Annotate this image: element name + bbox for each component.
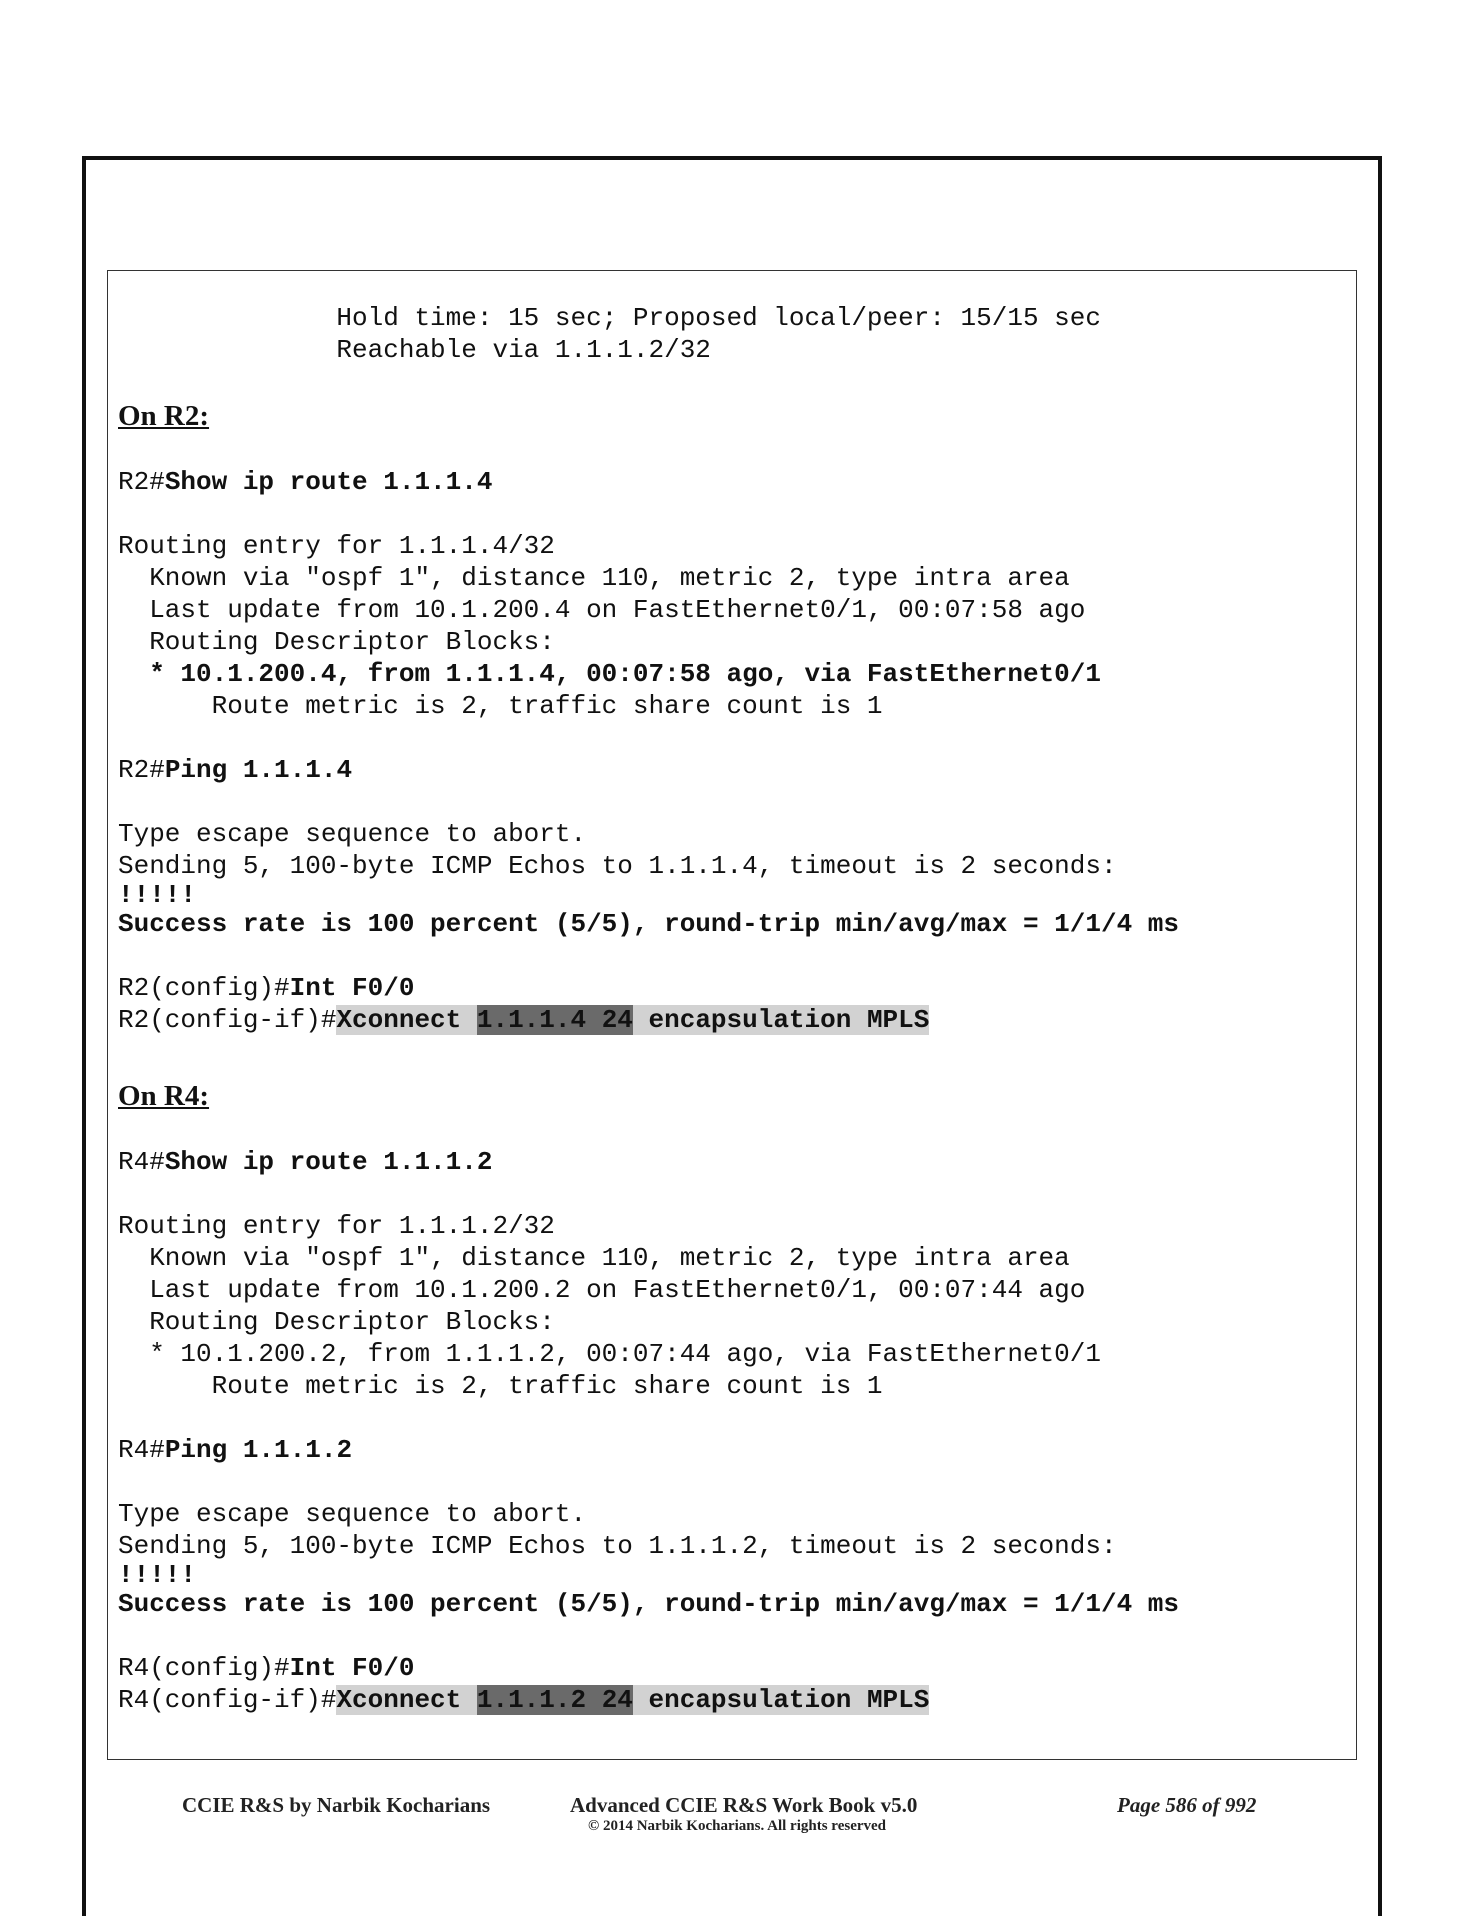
text-line: Type escape sequence to abort. <box>118 1499 587 1529</box>
footer-page-number: Page 586 of 992 <box>1117 1793 1257 1817</box>
command-line <box>118 754 1179 786</box>
footer-book-title: Advanced CCIE R&S Work Book v5.0 <box>570 1793 918 1817</box>
command-line <box>118 1684 1179 1716</box>
blank-line <box>118 1178 1179 1210</box>
command: Show ip route 1.1.1.2 <box>164 1147 493 1177</box>
text-line: Last update from 10.1.200.2 on FastEthernet0/1, 00:07:44 ago <box>118 1275 1086 1305</box>
footer-book <box>570 1793 990 1835</box>
blank-line <box>118 1402 1179 1434</box>
text-line-bold: * 10.1.200.4, from 1.1.1.4, 00:07:58 ago, via FastEthernet0/1 <box>118 659 1101 689</box>
text-line: Sending 5, 100-byte ICMP Echos to 1.1.1.2, timeout is 2 seconds: <box>118 1531 1117 1561</box>
prompt: R2# <box>118 467 165 497</box>
command: Ping 1.1.1.4 <box>164 755 353 785</box>
text-line: Hold time: 15 sec; Proposed local/peer: 15/15 sec <box>118 303 1101 333</box>
command-line <box>118 1434 1179 1466</box>
text-line: Routing Descriptor Blocks: <box>118 627 555 657</box>
blank-line <box>118 786 1179 818</box>
blank-line <box>118 940 1179 972</box>
command-highlight: 1.1.1.4 24 <box>476 1005 633 1035</box>
prompt: R4# <box>118 1147 165 1177</box>
text-line: Routing entry for 1.1.1.2/32 <box>118 1211 555 1241</box>
command: Ping 1.1.1.2 <box>164 1435 353 1465</box>
text-line: Last update from 10.1.200.4 on FastEthernet0/1, 00:07:58 ago <box>118 595 1086 625</box>
prompt: R4(config-if)# <box>118 1685 337 1715</box>
blank-line <box>118 722 1179 754</box>
r4-heading: On R4: <box>118 1080 210 1112</box>
footer-copyright: © 2014 Narbik Kocharians. All rights reserved <box>588 1818 887 1834</box>
command: encapsulation MPLS <box>632 1685 930 1715</box>
r2-output <box>118 466 1179 1036</box>
prompt: R4# <box>118 1435 165 1465</box>
text-line: Route metric is 2, traffic share count is 1 <box>118 1371 883 1401</box>
text-line: Reachable via 1.1.1.2/32 <box>118 335 711 365</box>
text-line: Sending 5, 100-byte ICMP Echos to 1.1.1.4, timeout is 2 seconds: <box>118 851 1117 881</box>
ping-success: Success rate is 100 percent (5/5), round-trip min/avg/max = 1/1/4 ms <box>118 909 1179 939</box>
blank-line <box>118 1466 1179 1498</box>
command-line <box>118 1004 1179 1036</box>
command-line <box>118 1146 1179 1178</box>
ping-result-marks: !!!!! <box>118 880 197 910</box>
prompt: R2# <box>118 755 165 785</box>
blank-line <box>118 1620 1179 1652</box>
top-lines <box>118 302 1101 366</box>
prompt: R2(config)# <box>118 973 290 1003</box>
prompt: R2(config-if)# <box>118 1005 337 1035</box>
ping-success: Success rate is 100 percent (5/5), round-trip min/avg/max = 1/1/4 ms <box>118 1589 1179 1619</box>
text-line: * 10.1.200.2, from 1.1.1.2, 00:07:44 ago, via FastEthernet0/1 <box>118 1339 1101 1369</box>
r2-heading: On R2: <box>118 400 210 432</box>
text-line: Routing entry for 1.1.1.4/32 <box>118 531 555 561</box>
blank-line <box>118 498 1179 530</box>
command-line <box>118 1652 1179 1684</box>
r4-output <box>118 1146 1179 1716</box>
text-line: Known via "ospf 1", distance 110, metric 2, type intra area <box>118 1243 1070 1273</box>
command-highlight: 1.1.1.2 24 <box>476 1685 633 1715</box>
footer-author: CCIE R&S by Narbik Kocharians <box>182 1793 491 1817</box>
text-line: Routing Descriptor Blocks: <box>118 1307 555 1337</box>
command: Int F0/0 <box>289 1653 415 1683</box>
command-line <box>118 972 1179 1004</box>
text-line: Route metric is 2, traffic share count is 1 <box>118 691 883 721</box>
command: encapsulation MPLS <box>632 1005 930 1035</box>
command: Int F0/0 <box>289 973 415 1003</box>
prompt: R4(config)# <box>118 1653 290 1683</box>
text-line: Type escape sequence to abort. <box>118 819 587 849</box>
command: Xconnect <box>336 1005 477 1035</box>
ping-result-marks: !!!!! <box>118 1560 197 1590</box>
command: Xconnect <box>336 1685 477 1715</box>
command: Show ip route 1.1.1.4 <box>164 467 493 497</box>
text-line: Known via "ospf 1", distance 110, metric 2, type intra area <box>118 563 1070 593</box>
command-line <box>118 466 1179 498</box>
